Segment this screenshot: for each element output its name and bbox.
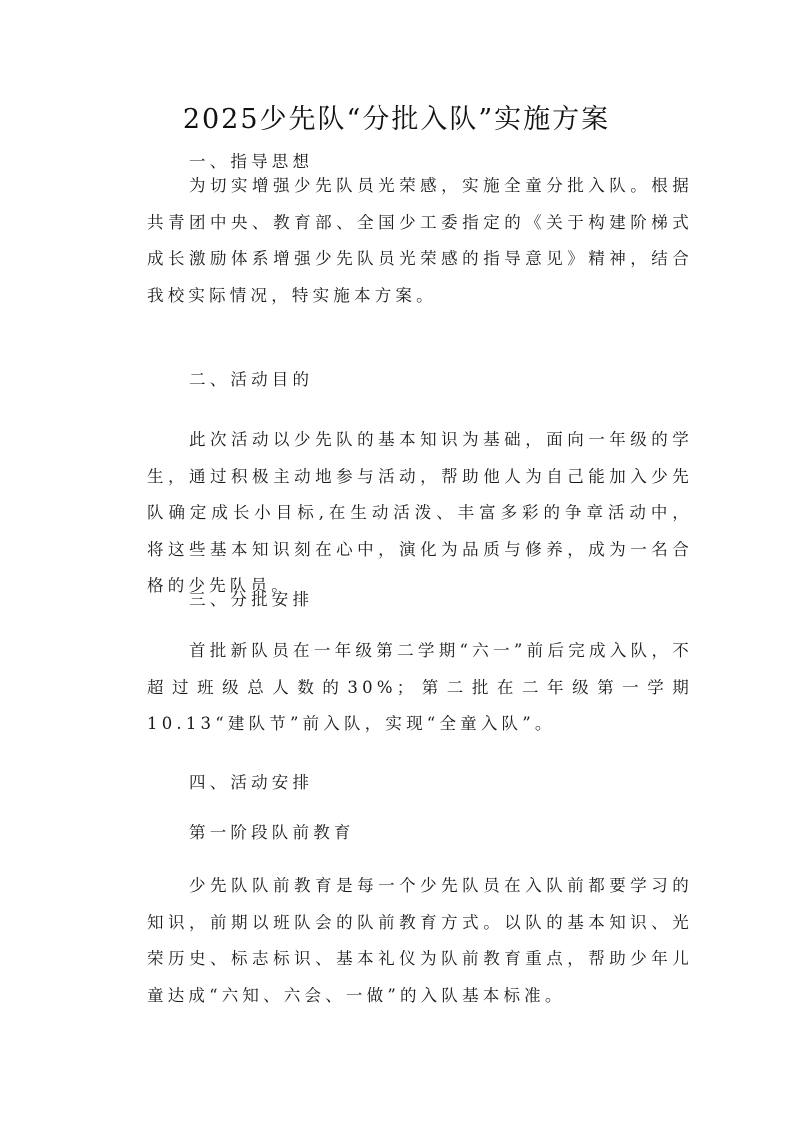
paragraph-activity-purpose: 此次活动以少先队的基本知识为基础，面向一年级的学生，通过积极主动地参与活动，帮助他人为自己能加入少先队确定成长小目标,在生动活泼、丰富多彩的争章活动中，将这些基本知识刻在心中，演化为品质与修养，成为一名合格的少先队员。 [147, 430, 693, 595]
section-heading-activity-purpose: 二、活动目的 [189, 370, 314, 389]
paragraph-guiding-ideology: 为切实增强少先队员光荣感，实施全童分批入队。根据共青团中央、教育部、全国少工委指定的《关于构建阶梯式成长激励体系增强少先队员光荣感的指导意见》精神，结合我校实际情况，特实施本方案。 [147, 176, 693, 305]
section-heading-guiding-ideology: 一、指导思想 [189, 152, 314, 171]
document-title: 2025少先队“分批入队”实施方案 [182, 104, 611, 135]
paragraph-stage-one: 少先队队前教育是每一个少先队员在入队前都要学习的知识，前期以班队会的队前教育方式。以队的基本知识、光荣历史、标志标识、基本礼仪为队前教育重点，帮助少年儿童达成“六知、六会、一做”的入队基本标准。 [147, 876, 693, 1005]
paragraph-batch-arrangement: 首批新队员在一年级第二学期“六一”前后完成入队，不超过班级总人数的30%；第二批在二年级第一学期10.13“建队节”前入队，实现“全童入队”。 [147, 641, 693, 733]
section-heading-activity-arrangement: 四、活动安排 [189, 773, 314, 792]
section-heading-batch-arrangement: 三、分批安排 [189, 590, 314, 609]
subheading-stage-one: 第一阶段队前教育 [189, 823, 355, 842]
